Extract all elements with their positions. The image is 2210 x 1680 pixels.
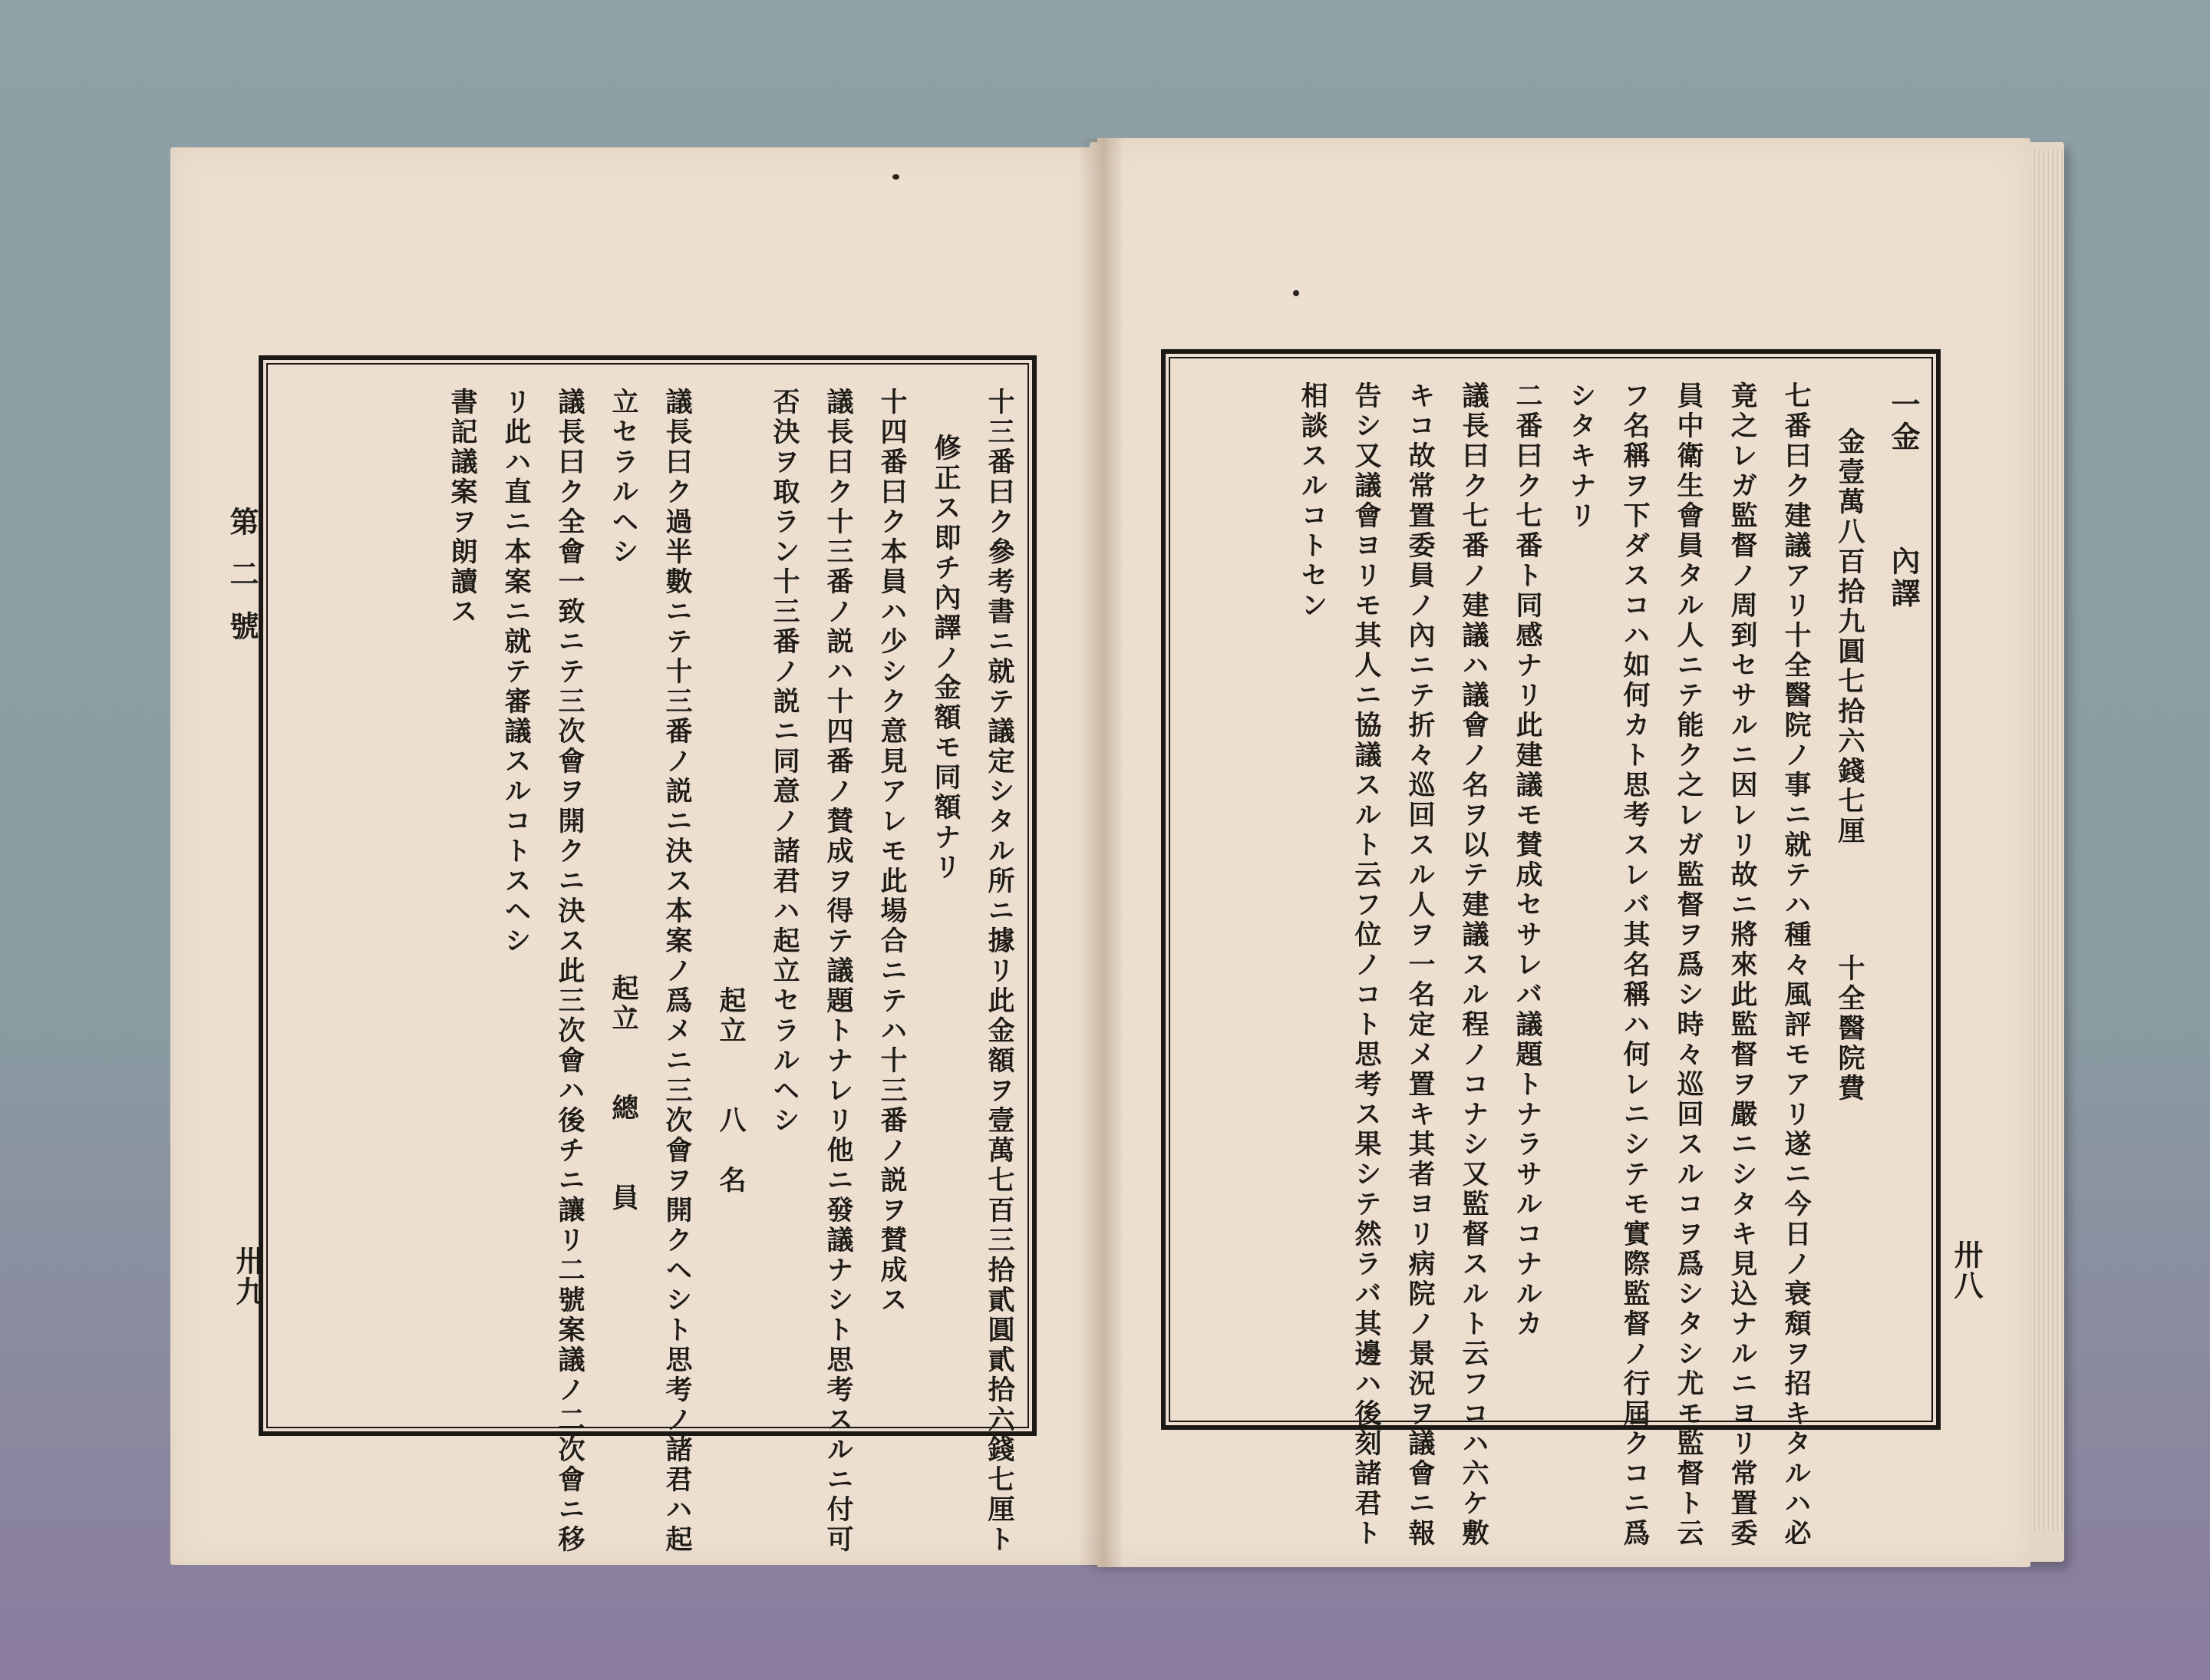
text-line-main: 立セラルヘシ bbox=[608, 388, 639, 567]
right-text-columns bbox=[1172, 381, 1930, 1549]
text-line bbox=[704, 388, 757, 1408]
page-number-left: 卅九 bbox=[231, 1246, 266, 1307]
left-text-columns bbox=[269, 388, 1026, 1555]
page-number-right: 卅八 bbox=[1949, 1239, 1984, 1301]
text-line: シタキナリ bbox=[1565, 381, 1597, 531]
budget-item-name: 十全醫院費 bbox=[1834, 954, 1865, 1104]
text-line: 議長曰ク十三番ノ説ハ十四番ノ賛成ヲ得テ議題トナレリ他ニ發議ナシト思考スルニ付可 bbox=[823, 388, 854, 1555]
budget-amount: 金壹萬八百拾九圓七拾六錢七厘 bbox=[1834, 427, 1865, 847]
text-line bbox=[596, 388, 650, 1408]
header-amount-label: 一金 bbox=[1886, 389, 1921, 454]
text-line: 竟之レガ監督ノ周到セサルニ因レリ故ニ將來此監督ヲ嚴ニシタキ見込ナルニヨリ常置委 bbox=[1727, 381, 1758, 1549]
ink-speck bbox=[892, 174, 899, 180]
text-line: 否決ヲ取ラン十三番ノ説ニ同意ノ諸君ハ起立セラルヘシ bbox=[769, 388, 800, 1136]
section-header bbox=[1876, 381, 1930, 1402]
vote-result: 起立 八 名 bbox=[715, 986, 747, 1196]
book-gutter bbox=[1078, 138, 1124, 1567]
text-line: 議長曰ク七番ノ建議ハ議會ノ名ヲ以テ建議スル程ノコナシ又監督スルト云フコハ六ケ敷 bbox=[1458, 381, 1489, 1549]
text-frame-right bbox=[1161, 349, 1941, 1549]
text-line: 員中衛生會員タル人ニテ能ク之レガ監督ヲ爲シ時々巡回スルコヲ爲シタシ尤モ監督ト云 bbox=[1673, 381, 1704, 1549]
text-line: 七番曰ク建議アリ十全醫院ノ事ニ就テハ種々風評モアリ遂ニ今日ノ衰頽ヲ招キタルハ必 bbox=[1780, 381, 1812, 1549]
text-line: 十四番曰ク本員ハ少シク意見アレモ此場合ニテハ十三番ノ説ヲ賛成ス bbox=[876, 388, 908, 1315]
budget-item-line bbox=[1822, 381, 1876, 1402]
text-line: 議長曰ク過半數ニテ十三番ノ説ニ決ス本案ノ爲メニ三次會ヲ開クヘシト思考ノ諸君ハ起 bbox=[661, 388, 693, 1555]
text-line: 書記議案ヲ朗讀ス bbox=[447, 388, 478, 627]
text-line: キコ故常置委員ノ內ニテ折々巡回スル人ヲ一名定メ置キ其者ヨリ病院ノ景況ヲ議會ニ報 bbox=[1404, 381, 1436, 1549]
text-line: 告シ又議會ヨリモ其人ニ協議スルト云フ位ノコト思考ス果シテ然ラバ其邊ハ後刻諸君ト bbox=[1351, 381, 1382, 1549]
ink-speck bbox=[1293, 290, 1299, 296]
text-line: フ名稱ヲ下ダスコハ如何カト思考スレバ其名稱ハ何レニシテモ實際監督ノ行屆クコニ爲 bbox=[1619, 381, 1651, 1549]
text-line: 十三番曰ク參考書ニ就テ議定シタル所ニ據リ此金額ヲ壹萬七百三拾貳圓貳拾六錢七厘ト bbox=[984, 388, 1015, 1555]
text-line: 議長曰ク全會一致ニテ三次會ヲ開クニ決ス此三次會ハ後チニ讓リ二號案議ノ二次會ニ移 bbox=[554, 388, 585, 1555]
issue-label: 第二號 bbox=[225, 507, 259, 663]
text-line: 相談スルコトセン bbox=[1297, 381, 1328, 621]
text-frame-left bbox=[259, 355, 1037, 1555]
text-line: 二番曰ク七番ト同感ナリ此建議モ賛成セサレバ議題トナラサルコナルカ bbox=[1512, 381, 1543, 1339]
text-line: リ此ハ直ニ本案ニ就テ審議スルコトスヘシ bbox=[500, 388, 532, 956]
header-breakdown-label: 內譯 bbox=[1886, 546, 1921, 610]
vote-result: 起立 總 員 bbox=[608, 974, 639, 1213]
text-line: 修正ス即チ內譯ノ金額モ同額ナリ bbox=[930, 434, 962, 883]
